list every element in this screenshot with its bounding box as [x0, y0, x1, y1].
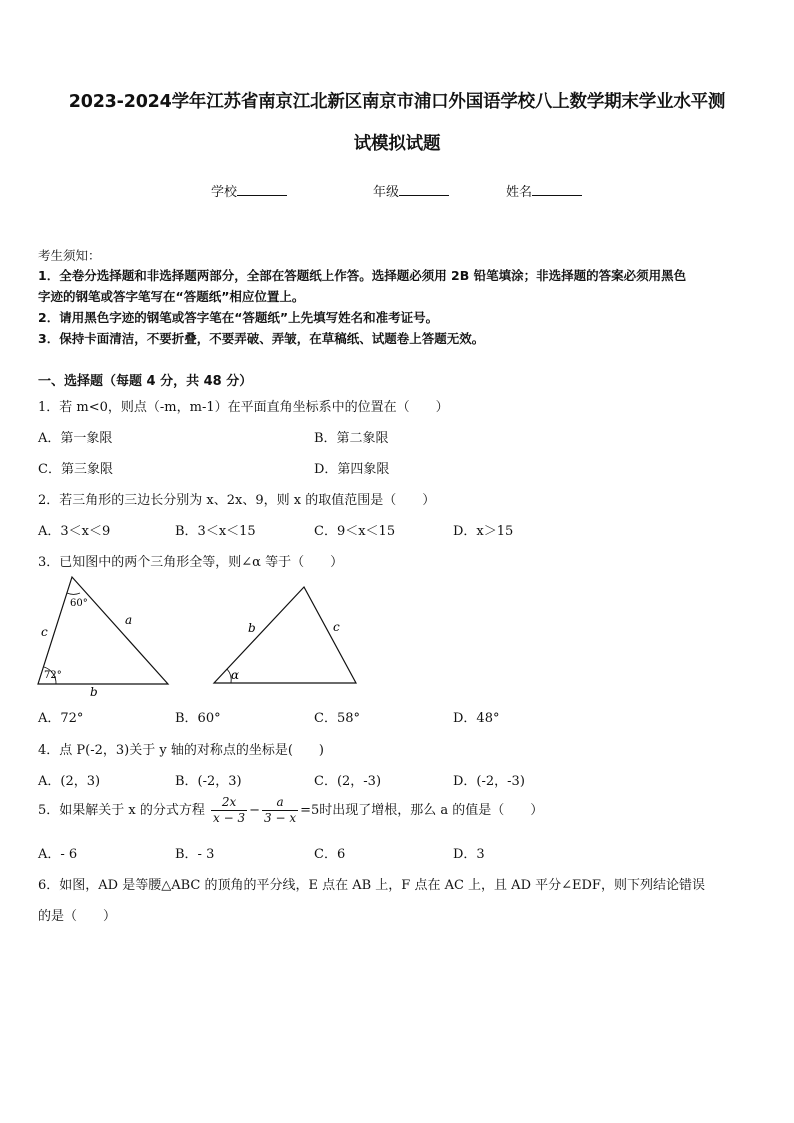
- q5-stem-pre: 5．如果解关于 x 的分式方程: [38, 803, 205, 818]
- triangle-2-side-c: c: [333, 620, 340, 634]
- q2-option-a[interactable]: A．3＜x＜9: [38, 524, 111, 539]
- school-field[interactable]: [211, 181, 287, 200]
- triangle-1-side-a: a: [125, 613, 133, 627]
- name-field[interactable]: [506, 181, 582, 200]
- q5-fraction-1-den: x − 3: [213, 811, 246, 825]
- exam-title-line1: 2023-2024学年江苏省南京江北新区南京市浦口外国语学校八上数学期末学业水平测: [68, 92, 726, 112]
- q3-option-c[interactable]: C．58°: [314, 711, 360, 726]
- triangle-1-top-arc: [67, 593, 80, 594]
- q5-stem-post: =5时出现了增根，那么 a 的值是（ ）: [300, 803, 544, 818]
- triangle-2-side-b: b: [248, 621, 256, 635]
- q4-option-c[interactable]: C．(2，-3): [314, 774, 382, 789]
- q5-fraction-2: [262, 795, 298, 826]
- q2-option-c[interactable]: C．9＜x＜15: [314, 524, 396, 539]
- q5-option-d[interactable]: D．3: [453, 847, 485, 862]
- triangle-1-side-b: b: [90, 685, 98, 698]
- notice-item-2: 2．请用黑色字迹的钢笔或答字笔在“答题纸”上先填写姓名和准考证号。: [38, 310, 439, 325]
- name-blank[interactable]: [532, 183, 582, 196]
- q3-triangle-2: [205, 578, 365, 690]
- q1-option-b[interactable]: B．第二象限: [314, 431, 389, 446]
- school-label: 学校: [211, 185, 238, 200]
- q5-fraction-2-den: 3 − x: [264, 811, 297, 825]
- q4-option-b[interactable]: B．(-2，3): [175, 774, 242, 789]
- q6-stem-line2: 的是（ ）: [38, 909, 117, 924]
- q4-option-a[interactable]: A．(2，3): [38, 774, 101, 789]
- section-heading: 一、选择题（每题 4 分，共 48 分）: [38, 374, 253, 389]
- q2-option-b[interactable]: B．3＜x＜15: [175, 524, 256, 539]
- q2-stem: 2．若三角形的三边长分别为 x、2x、9，则 x 的取值范围是（ ）: [38, 493, 436, 508]
- q5-fraction-1: [211, 795, 247, 826]
- q4-option-d[interactable]: D．(-2，-3): [453, 774, 525, 789]
- q5-stem: [38, 795, 543, 826]
- triangle-1-angle-top: 60°: [70, 598, 88, 609]
- triangle-1-side-c: c: [41, 625, 48, 639]
- grade-field[interactable]: [373, 181, 449, 200]
- exam-title-line2: 试模拟试题: [353, 134, 441, 154]
- q3-option-a[interactable]: A．72°: [38, 711, 84, 726]
- q3-stem: 3．已知图中的两个三角形全等，则∠α 等于（ ）: [38, 555, 344, 570]
- q2-option-d[interactable]: D．x＞15: [453, 524, 514, 539]
- q5-minus: −: [249, 803, 261, 818]
- q1-stem: 1．若 m<0，则点（-m，m-1）在平面直角坐标系中的位置在（ ）: [38, 400, 449, 415]
- q1-option-d[interactable]: D．第四象限: [314, 462, 390, 477]
- q5-fraction-1-num: 2x: [211, 795, 247, 811]
- q5-fraction-2-num: a: [262, 795, 298, 811]
- notice-item-1: 1．全卷分选择题和非选择题两部分，全部在答题纸上作答。选择题必须用 2B 铅笔填涂；非选择题的答案必须用黑色: [38, 268, 687, 283]
- grade-blank[interactable]: [399, 183, 449, 196]
- q6-stem-line1: 6．如图，AD 是等腰△ABC 的顶角的平分线，E 点在 AB 上，F 点在 AC 上，且 AD 平分∠EDF，则下列结论错误: [38, 878, 705, 893]
- q3-triangle-1: [30, 572, 180, 698]
- q5-option-a[interactable]: A．- 6: [38, 847, 78, 862]
- notice-item-3: 3．保持卡面清洁，不要折叠，不要弄破、弄皱，在草稿纸、试题卷上答题无效。: [38, 331, 485, 346]
- q5-option-c[interactable]: C．6: [314, 847, 346, 862]
- notice-heading: 考生须知：: [38, 248, 101, 263]
- grade-label: 年级: [373, 185, 400, 200]
- q3-option-b[interactable]: B．60°: [175, 711, 221, 726]
- q5-option-b[interactable]: B．- 3: [175, 847, 215, 862]
- name-label: 姓名: [506, 185, 533, 200]
- q1-option-a[interactable]: A．第一象限: [38, 431, 113, 446]
- notice-item-1-cont: 字迹的钢笔或答字笔写在“答题纸”相应位置上。: [38, 289, 305, 304]
- triangle-1-angle-left: 72°: [44, 670, 62, 681]
- school-blank[interactable]: [237, 183, 287, 196]
- triangle-1-outline: [38, 577, 168, 684]
- q4-stem: 4．点 P(-2，3)关于 y 轴的对称点的坐标是( ): [38, 743, 324, 758]
- q3-option-d[interactable]: D．48°: [453, 711, 500, 726]
- q1-option-c[interactable]: C．第三象限: [38, 462, 113, 477]
- triangle-2-angle-alpha: α: [231, 668, 240, 682]
